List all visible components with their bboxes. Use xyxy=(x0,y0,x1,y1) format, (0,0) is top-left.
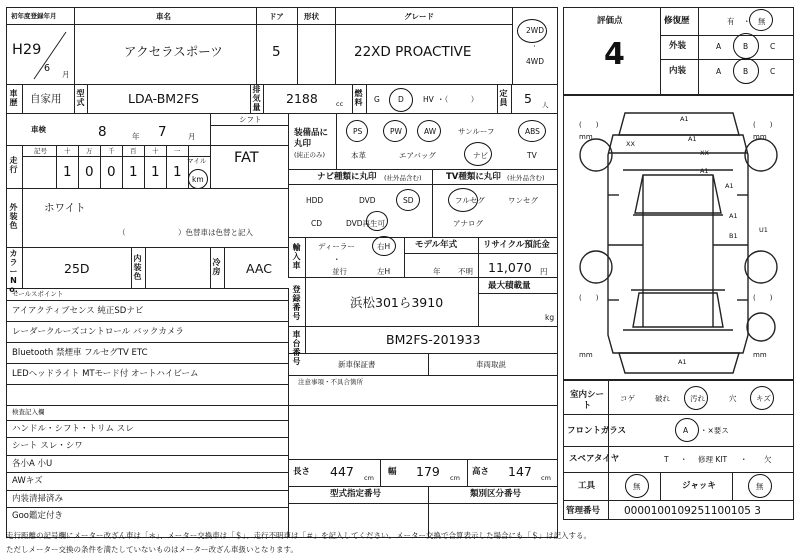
drive-2wd-circle xyxy=(517,19,547,43)
chassis-label: 車台番号 xyxy=(292,330,301,366)
width-value: 179 xyxy=(416,464,440,479)
import-dealer: ディーラー xyxy=(318,242,355,251)
mileage-mark-label: 記号 xyxy=(34,147,47,155)
mark-rear-b1: B1 xyxy=(729,232,738,240)
tv-type-label: TV種類に丸印 xyxy=(446,172,501,182)
inspection-year: 8 xyxy=(98,124,107,140)
inspector-note-item: Goo鑑定付き xyxy=(12,511,63,521)
color-value: ホワイト xyxy=(44,202,86,214)
svg-text:mm: mm xyxy=(753,351,767,359)
ext-b-circle xyxy=(733,33,759,59)
footer-note-1: 走行距離の記号欄にメーター改ざん車は「＊」、メーター交換車は「＄」、走行不明車は「＃」を記入してください。メーター交換で合算表示した場合にも「＄」は記入する。 xyxy=(6,531,591,540)
model-year-year: 年 xyxy=(433,267,441,276)
repair-yes: 有 xyxy=(727,17,735,26)
mgmt-label: 管理番号 xyxy=(566,506,601,516)
mark-right-a1: A1 xyxy=(700,167,709,175)
tv-fullseg-circle xyxy=(448,188,478,212)
repair-none: 無 xyxy=(758,17,766,26)
equip-pw-circle xyxy=(383,120,407,142)
equip-navi-circle xyxy=(464,142,492,166)
mark-door-a1: A1 xyxy=(725,182,734,190)
caution-label: 注意事項・不具合箇所 xyxy=(298,378,363,386)
equip-ps: PS xyxy=(353,127,363,136)
color-no-value: 25D xyxy=(64,261,90,276)
height-label: 高さ xyxy=(472,467,490,477)
length-unit: cm xyxy=(364,474,374,482)
mileage-digit: 1 xyxy=(129,164,138,180)
spare-kit: 修理 KIT xyxy=(698,455,728,464)
model-value: LDA-BM2FS xyxy=(128,91,199,106)
svg-text:mm: mm xyxy=(579,133,593,141)
tv-analog: アナログ xyxy=(453,219,483,228)
capacity-label: 定員 xyxy=(499,89,508,107)
height-value: 147 xyxy=(508,464,532,479)
fuel-hv: HV xyxy=(423,95,434,104)
mileage-unit-label: 万 xyxy=(86,147,93,155)
length-label: 長さ xyxy=(293,467,311,477)
fuel-d-circle xyxy=(389,88,413,112)
mark-front-a1: A1 xyxy=(680,115,689,123)
inspector-note-item: ハンドル・シフト・トリム スレ xyxy=(12,424,134,434)
equip-aw-circle xyxy=(417,120,441,142)
navi-hdd: HDD xyxy=(306,196,324,205)
glass-rest: ・×要ス xyxy=(700,426,729,435)
glass-a: A xyxy=(683,426,689,435)
import-dot: ・ xyxy=(333,255,341,264)
first-reg-month: 6 xyxy=(44,63,51,74)
mileage-unit-label: 一 xyxy=(174,147,181,155)
equip-tv: TV xyxy=(527,151,537,160)
sales-point-item: Bluetooth 禁煙車 フルセグTV ETC xyxy=(12,348,148,358)
car-name: アクセラスポーツ xyxy=(124,44,223,59)
mileage-digit: 0 xyxy=(85,164,94,180)
first-reg-label: 初年度登録年月 xyxy=(11,12,57,20)
svg-text:mm: mm xyxy=(579,351,593,359)
equip-leather: 本革 xyxy=(351,151,366,160)
shift-value: FAT xyxy=(234,150,259,166)
width-label: 幅 xyxy=(388,467,397,477)
mileage-digit: 1 xyxy=(173,164,182,180)
jack-circle xyxy=(748,474,772,498)
import-label: 輸入車 xyxy=(292,243,301,270)
displacement-value: 2188 xyxy=(286,91,318,106)
color-note: （ ）色替車は色替と記入 xyxy=(118,228,253,237)
mileage-digit: 0 xyxy=(107,164,116,180)
usage-value: 自家用 xyxy=(30,93,62,105)
seat-scratch-circle xyxy=(750,386,774,410)
seat-hole: 穴 xyxy=(729,394,737,403)
seat-burn: コゲ xyxy=(620,394,635,403)
displacement-label: 排気量 xyxy=(252,85,261,112)
equip-abs-circle xyxy=(518,120,546,142)
navi-sd-circle xyxy=(396,189,420,211)
reg-no-value: 浜松301ら3910 xyxy=(350,295,444,310)
svg-text:mm: mm xyxy=(753,133,767,141)
spare-dot-2: ・ xyxy=(740,455,748,464)
equip-ps-circle xyxy=(346,120,368,142)
mileage-unit-label: 百 xyxy=(130,147,137,155)
mark-side-u1: U1 xyxy=(759,226,768,234)
repair-none-circle xyxy=(749,9,773,31)
spare-dot-1: ・ xyxy=(680,455,688,464)
car-name-label: 車名 xyxy=(156,12,171,21)
shift-label: シフト xyxy=(239,115,262,124)
reg-no-label: 登録番号 xyxy=(292,285,301,321)
navi-type-sub: (社外品含む) xyxy=(384,174,422,182)
steer-left: 左H xyxy=(377,267,391,276)
interior-seat-label: 室内シート xyxy=(569,390,604,411)
model-year-unknown: 不明 xyxy=(458,267,473,276)
spare-missing: 欠 xyxy=(764,455,772,464)
int-c: C xyxy=(770,67,776,76)
fuel-label: 燃料 xyxy=(354,89,363,107)
km-label: km xyxy=(192,175,204,184)
mileage-unit-label: 十 xyxy=(152,147,159,155)
sales-point-item: アイアクティブセンス 純正SDナビ xyxy=(12,306,144,316)
mark-xx-center: XX xyxy=(700,149,709,157)
mark-xx-left: XX xyxy=(626,140,635,148)
month-unit-2: 月 xyxy=(188,132,196,141)
int-b: B xyxy=(743,67,749,76)
model-year-label: モデル年式 xyxy=(415,240,458,250)
inspection-label: 車検 xyxy=(31,125,46,134)
sales-point-item: LEDヘッドライト MTモード付 オートハイビーム xyxy=(12,369,199,379)
recycle-value: 11,070 xyxy=(488,260,532,275)
tv-type-sub: (社外品含む) xyxy=(507,174,545,182)
steer-right: 右H xyxy=(377,242,391,251)
seat-tear: 破れ xyxy=(655,394,670,403)
mileage-unit-label: 千 xyxy=(108,147,115,155)
aircon-value: AAC xyxy=(246,261,272,276)
jack-value: 無 xyxy=(756,482,764,491)
mileage-unit-label: 十 xyxy=(64,147,71,155)
navi-dvd-play: DVD再生可 xyxy=(346,219,386,228)
usage-label: 車歴 xyxy=(9,89,18,107)
type-designation-label: 型式指定番号 xyxy=(330,489,382,499)
inspection-month: 7 xyxy=(158,124,167,140)
door-label: ドア xyxy=(269,12,284,21)
int-b-circle xyxy=(733,58,759,84)
footer-note-2: ただしメーター交換の条件を満たしていないものはメーター改ざん車扱いとなります。 xyxy=(6,545,298,554)
front-glass-label: フロントガラス xyxy=(567,426,626,436)
max-load-label: 最大積載量 xyxy=(488,281,531,291)
svg-text:( ): ( ) xyxy=(579,294,599,302)
color-no-label: カラーNo. xyxy=(9,249,18,294)
equip-pw: PW xyxy=(390,127,402,136)
month-unit: 月 xyxy=(62,70,70,79)
equip-airbag: エアバッグ xyxy=(399,151,436,160)
mileage-digit: 1 xyxy=(63,164,72,180)
seat-stain-circle xyxy=(684,386,708,410)
fuel-d: D xyxy=(398,95,404,104)
fuel-g: G xyxy=(374,95,380,104)
svg-text:( ): ( ) xyxy=(753,294,773,302)
equipment-label: 装備品に丸印 xyxy=(294,128,329,149)
glass-a-circle xyxy=(675,418,699,442)
interior-grade-label: 内装 xyxy=(669,66,687,76)
spare-t: T xyxy=(664,455,669,464)
import-parallel: 並行 xyxy=(332,267,347,276)
sales-points-label: セールスポイント xyxy=(12,290,64,298)
km-circle xyxy=(188,169,208,189)
inspector-label: 検査記入欄 xyxy=(12,408,45,416)
model-label: 型式 xyxy=(76,89,85,107)
kg-unit: kg xyxy=(545,313,555,322)
length-value: 447 xyxy=(330,464,354,479)
tools-circle xyxy=(625,474,649,498)
score-value: 4 xyxy=(604,37,625,72)
capacity-value: 5 xyxy=(524,91,532,106)
sales-point-item: レーダークルーズコントロール バックカメラ xyxy=(12,327,184,337)
category-no-label: 類別区分番号 xyxy=(470,489,522,499)
ext-a: A xyxy=(716,42,722,51)
yen-unit: 円 xyxy=(540,267,548,276)
drive-2wd: 2WD xyxy=(526,26,544,35)
navi-type-label: ナビ種類に丸印 xyxy=(317,172,377,182)
cc-unit: cc xyxy=(336,100,344,108)
seat-stain: 汚れ xyxy=(690,394,705,403)
equipment-sub: (純正のみ) xyxy=(294,151,326,159)
door-count: 5 xyxy=(272,44,281,60)
grade-label: グレード xyxy=(404,12,434,21)
tools-label: 工具 xyxy=(578,481,596,491)
era-year: H29 xyxy=(12,42,42,58)
mark-front-a1-2: A1 xyxy=(688,135,697,143)
removal-label: 車両取説 xyxy=(476,360,506,369)
height-unit: cm xyxy=(541,474,551,482)
repair-dot: ・ xyxy=(743,17,751,26)
ext-c: C xyxy=(770,42,776,51)
navi-dvd: DVD xyxy=(359,196,376,205)
steer-right-circle xyxy=(372,236,396,256)
ext-b: B xyxy=(743,42,749,51)
mgmt-value: 0000100109251100105 3 xyxy=(624,505,761,517)
repair-label: 修復歴 xyxy=(664,16,690,26)
mileage-digit: 1 xyxy=(151,164,160,180)
equip-abs: ABS xyxy=(525,127,540,136)
exterior-grade-label: 外装 xyxy=(669,41,687,51)
equip-sunroof: サンルーフ xyxy=(458,127,495,136)
mark-bottom-a1: A1 xyxy=(678,358,687,366)
shape-label: 形状 xyxy=(304,12,319,21)
inspector-note-item: 内装清掃済み xyxy=(12,493,64,504)
inspector-note-item: 各小A 小U xyxy=(12,458,53,469)
svg-text:( ): ( ) xyxy=(753,121,773,129)
navi-sd: SD xyxy=(403,196,414,205)
drive-dot: · xyxy=(533,42,536,52)
color-label: 外装色 xyxy=(9,203,18,230)
int-a: A xyxy=(716,67,722,76)
fuel-rest: ・（ ） xyxy=(437,95,479,104)
year-unit: 年 xyxy=(132,132,140,141)
svg-text:( ): ( ) xyxy=(579,121,599,129)
interior-color-label: 内装色 xyxy=(133,254,142,281)
new-warranty-label: 新車保証書 xyxy=(338,360,376,369)
inspector-note-item: シート スレ・シワ xyxy=(12,441,83,452)
mile-label: マイル xyxy=(187,157,207,165)
width-unit: cm xyxy=(450,474,460,482)
score-label: 評価点 xyxy=(597,16,623,26)
capacity-unit: 人 xyxy=(542,101,549,109)
drive-4wd: 4WD xyxy=(526,57,544,66)
navi-dvd-play-circle xyxy=(366,211,388,231)
equip-aw: AW xyxy=(424,127,437,136)
equip-navi: ナビ xyxy=(473,151,488,160)
grade-value: 22XD PROACTIVE xyxy=(354,44,472,60)
mark-rear-a1: A1 xyxy=(729,212,738,220)
spare-tire-label: スペアタイヤ xyxy=(569,454,620,464)
car-diagram xyxy=(563,95,794,380)
navi-cd: CD xyxy=(311,219,323,228)
tv-oneseg: ワンセグ xyxy=(508,196,538,205)
recycle-label: リサイクル預託金 xyxy=(483,240,550,250)
chassis-value: BM2FS-201933 xyxy=(386,332,481,347)
tv-fullseg: フルセグ xyxy=(455,196,485,205)
tools-value: 無 xyxy=(633,482,641,491)
inspector-note-item: AWキズ xyxy=(12,476,43,487)
mileage-label: 走行 xyxy=(9,156,18,174)
jack-label: ジャッキ xyxy=(682,481,716,491)
aircon-label: 冷房 xyxy=(212,258,221,276)
seat-scratch: キズ xyxy=(756,394,771,403)
